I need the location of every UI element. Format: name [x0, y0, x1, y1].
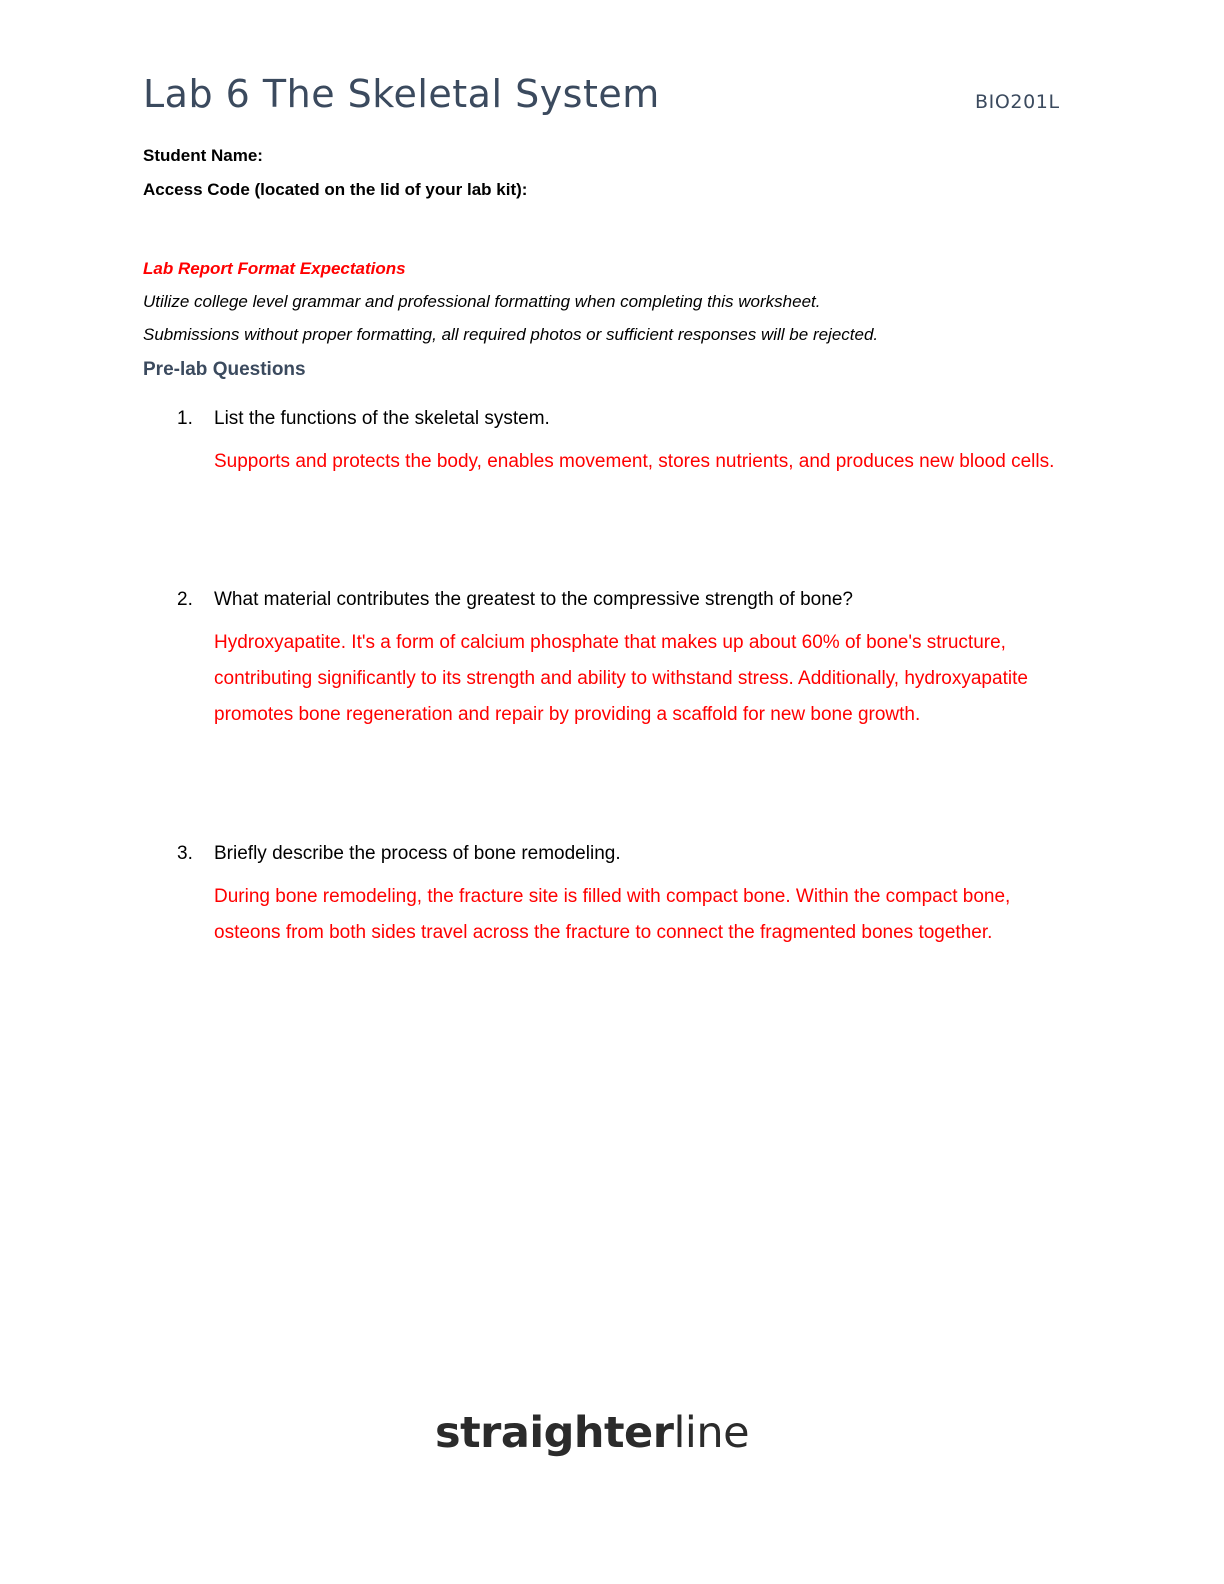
question-text: Briefly describe the process of bone remodeling.: [214, 843, 621, 864]
logo-light-text: line: [673, 1408, 750, 1458]
straighterline-logo: [435, 1408, 775, 1468]
page-title: Lab 6 The Skeletal System: [143, 72, 660, 116]
question-answer: Supports and protects the body, enables movement, stores nutrients, and produces new blood cells.: [214, 451, 1055, 472]
question-answer: During bone remodeling, the fracture site is filled with compact bone. Within the compact bone, osteons from both sides travel across the fracture to connect the fragmented bones together.: [214, 886, 1011, 943]
question-answer: Hydroxyapatite. It's a form of calcium phosphate that makes up about 60% of bone's structure, contributing significantly to its strength and ability to withstand stress. Additionally, hydroxyapatite promotes bone regeneration and repair by providing a scaffold for new bone growth.: [214, 632, 1028, 725]
question-number: 1.: [177, 408, 193, 429]
student-name-label: Student Name:: [143, 146, 263, 165]
access-code-label: Access Code (located on the lid of your lab kit):: [143, 180, 528, 199]
expectations-line-2: Submissions without proper formatting, all required photos or sufficient responses will be rejected.: [143, 325, 879, 344]
question-text: What material contributes the greatest to the compressive strength of bone?: [214, 589, 853, 610]
course-code: BIO201L: [975, 91, 1060, 113]
expectations-line-1: Utilize college level grammar and professional formatting when completing this worksheet.: [143, 292, 821, 311]
question-number: 2.: [177, 589, 193, 610]
question-number: 3.: [177, 843, 193, 864]
prelab-heading: Pre-lab Questions: [143, 359, 306, 380]
logo-bold-text: straighter: [435, 1408, 674, 1458]
question-text: List the functions of the skeletal system.: [214, 408, 550, 429]
expectations-heading: Lab Report Format Expectations: [143, 259, 406, 278]
